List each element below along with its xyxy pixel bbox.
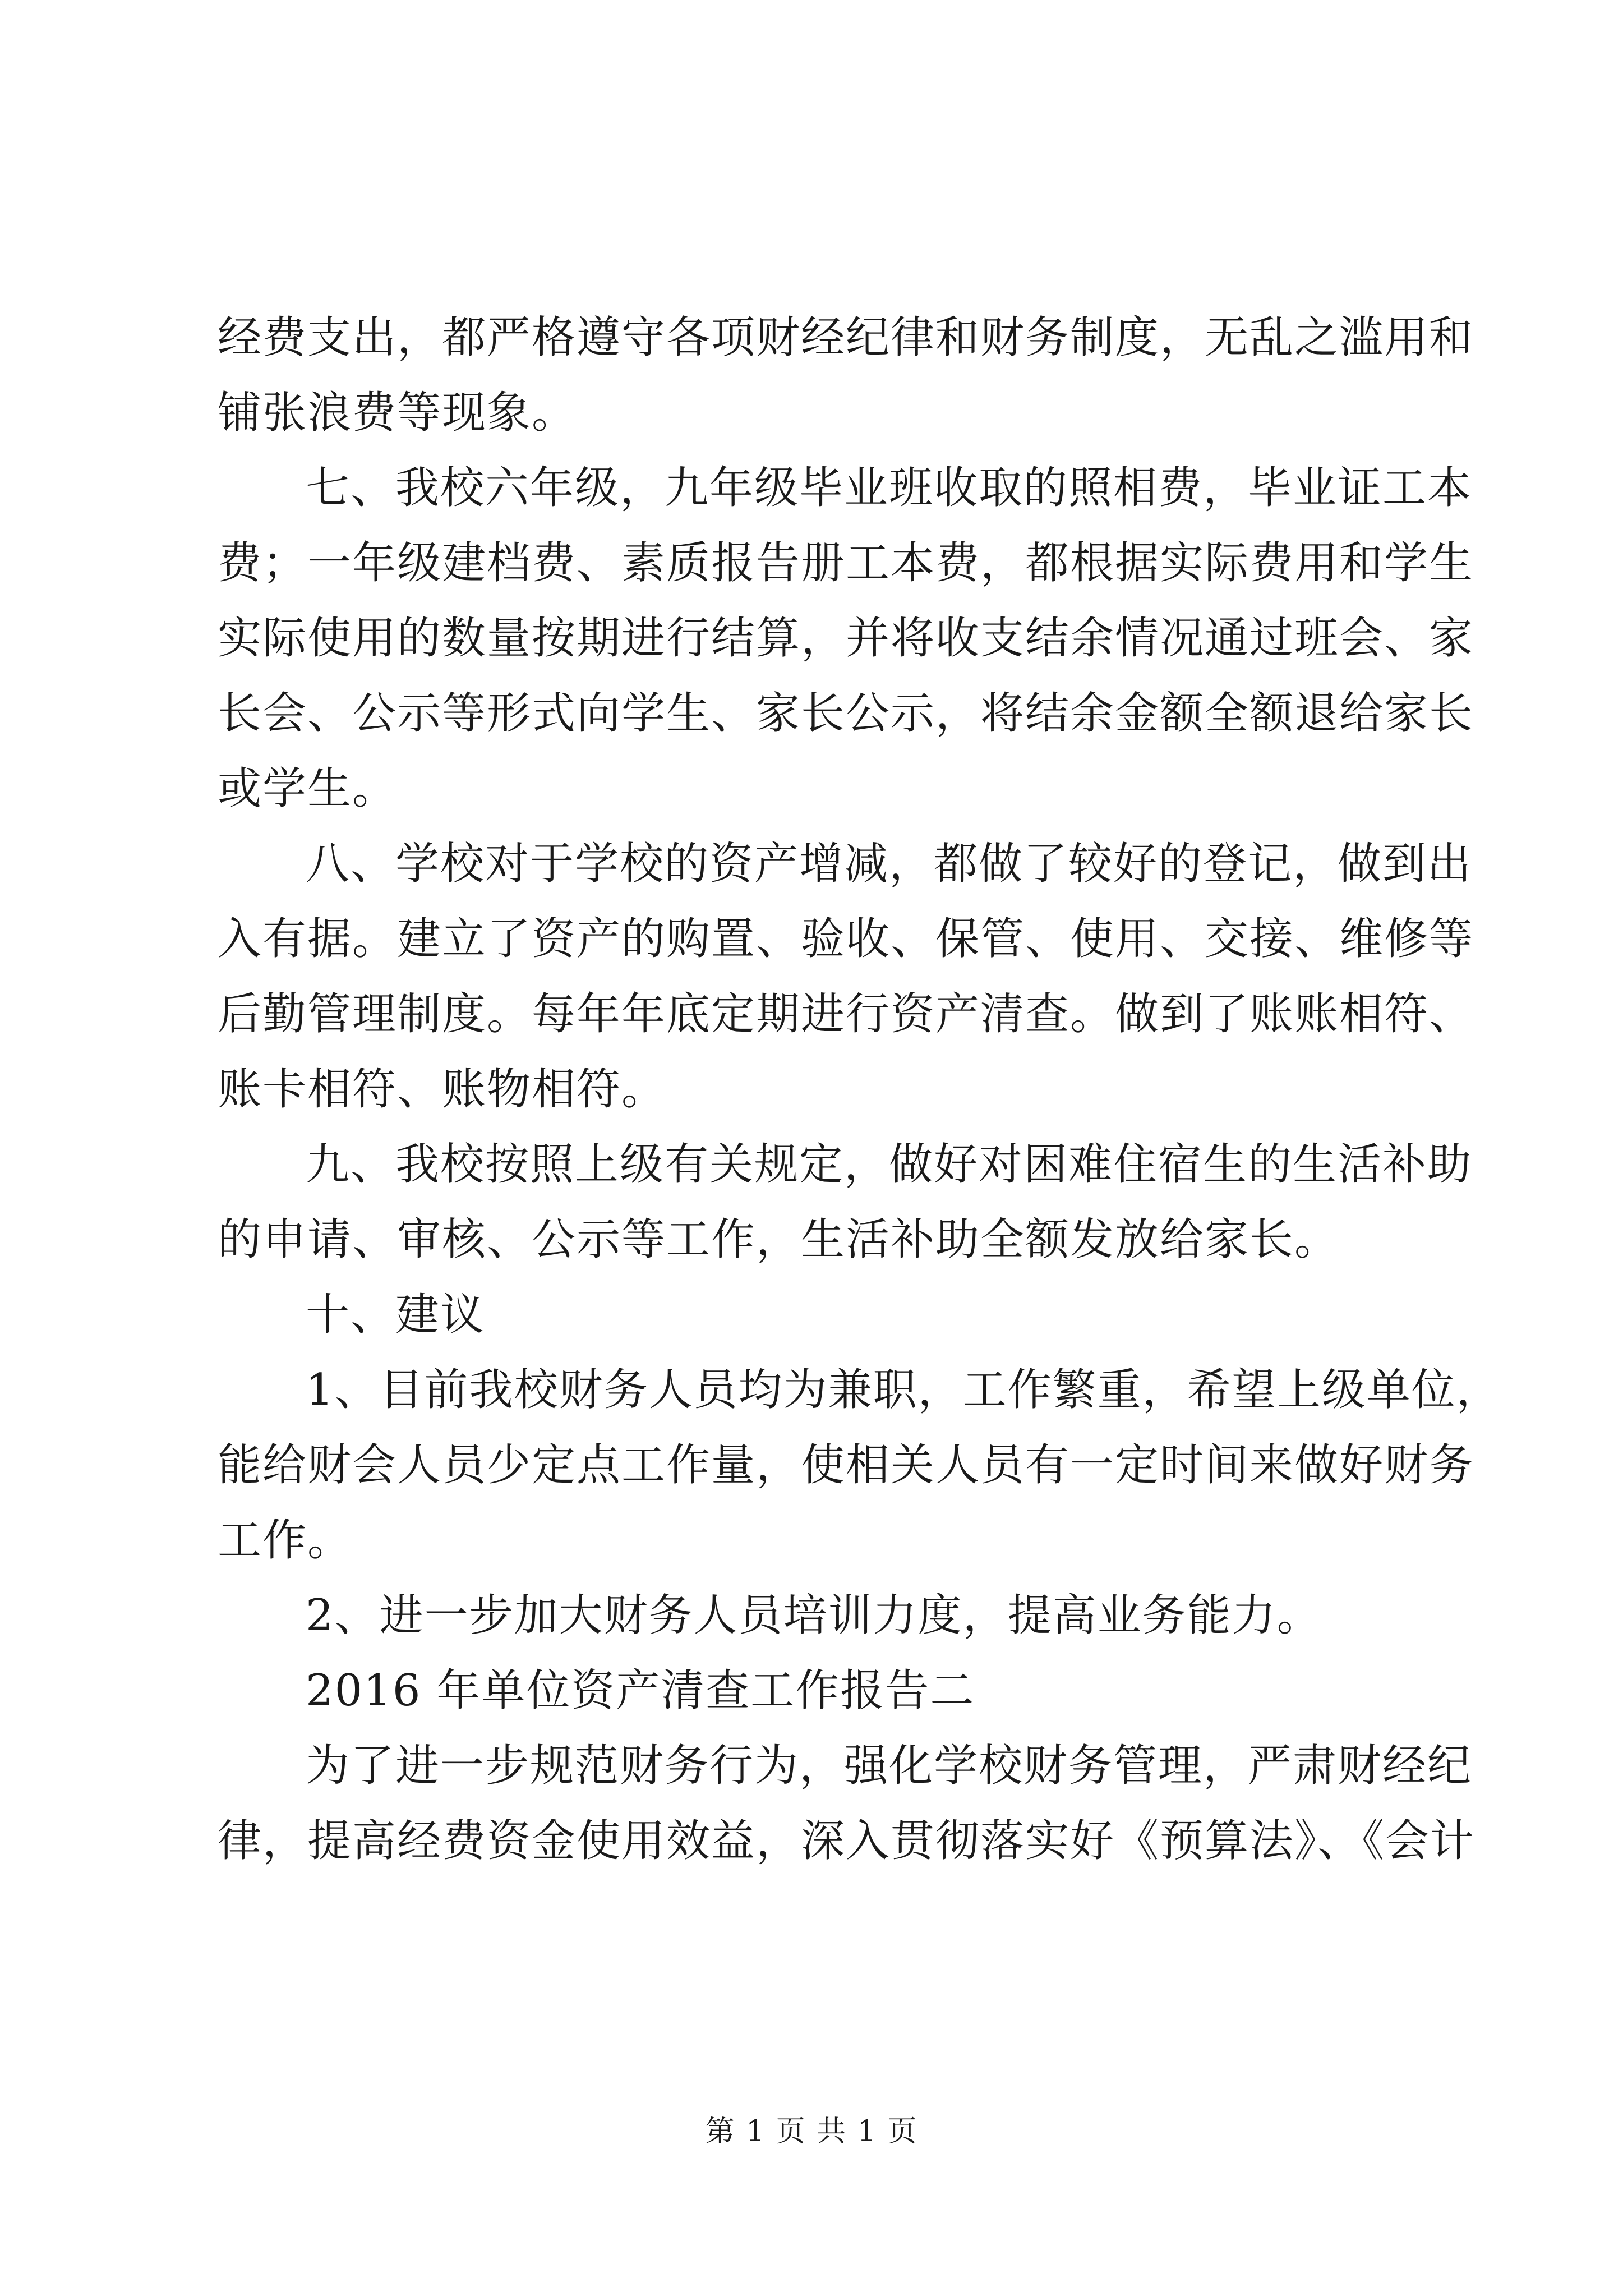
text-line: 1、目前我校财务人员均为兼职，工作繁重，希望上级单位， [306,1365,1501,1415]
page-footer [0,2115,1623,2148]
report-title: 2016 年单位资产清查工作报告二 [306,1665,975,1716]
text-line: 费；一年级建档费、素质报告册工本费，都根据实际费用和学生 [218,538,1474,588]
text-line: 九、我校按照上级有关规定，做好对困难住宿生的生活补助 [306,1139,1473,1190]
text-line: 2、进一步加大财务人员培训力度，提高业务能力。 [306,1590,1322,1641]
text-line: 实际使用的数量按期进行结算，并将收支结余情况通过班会、家 [218,613,1474,664]
text-line: 或学生。 [218,763,398,814]
text-line: 七、我校六年级，九年级毕业班收取的照相费，毕业证工本 [306,463,1473,513]
text-line: 的申请、审核、公示等工作，生活补助全额发放给家长。 [218,1214,1340,1265]
text-line: 律，提高经费资金使用效益，深入贯彻落实好《预算法》、《会计 [218,1816,1476,1866]
text-line: 为了进一步规范财务行为，强化学校财务管理，严肃财经纪 [306,1741,1473,1791]
text-line: 铺张浪费等现象。 [218,388,577,438]
document-body [218,300,1501,1879]
text-line: 八、学校对于学校的资产增减，都做了较好的登记，做到出 [306,839,1473,889]
text-line: 账卡相符、账物相符。 [218,1064,667,1115]
page-number-label: 第 1 页 共 1 页 [705,2115,918,2148]
text-line: 入有据。建立了资产的购置、验收、保管、使用、交接、维修等 [218,914,1474,964]
section-heading: 十、建议 [306,1290,486,1340]
text-line: 能给财会人员少定点工作量，使相关人员有一定时间来做好财务 [218,1440,1474,1490]
text-line: 长会、公示等形式向学生、家长公示，将结余金额全额退给家长 [218,688,1474,739]
text-line: 经费支出，都严格遵守各项财经纪律和财务制度，无乱之滥用和 [218,312,1474,363]
text-line: 工作。 [218,1515,353,1566]
text-line: 后勤管理制度。每年年底定期进行资产清查。做到了账账相符、 [218,989,1474,1039]
